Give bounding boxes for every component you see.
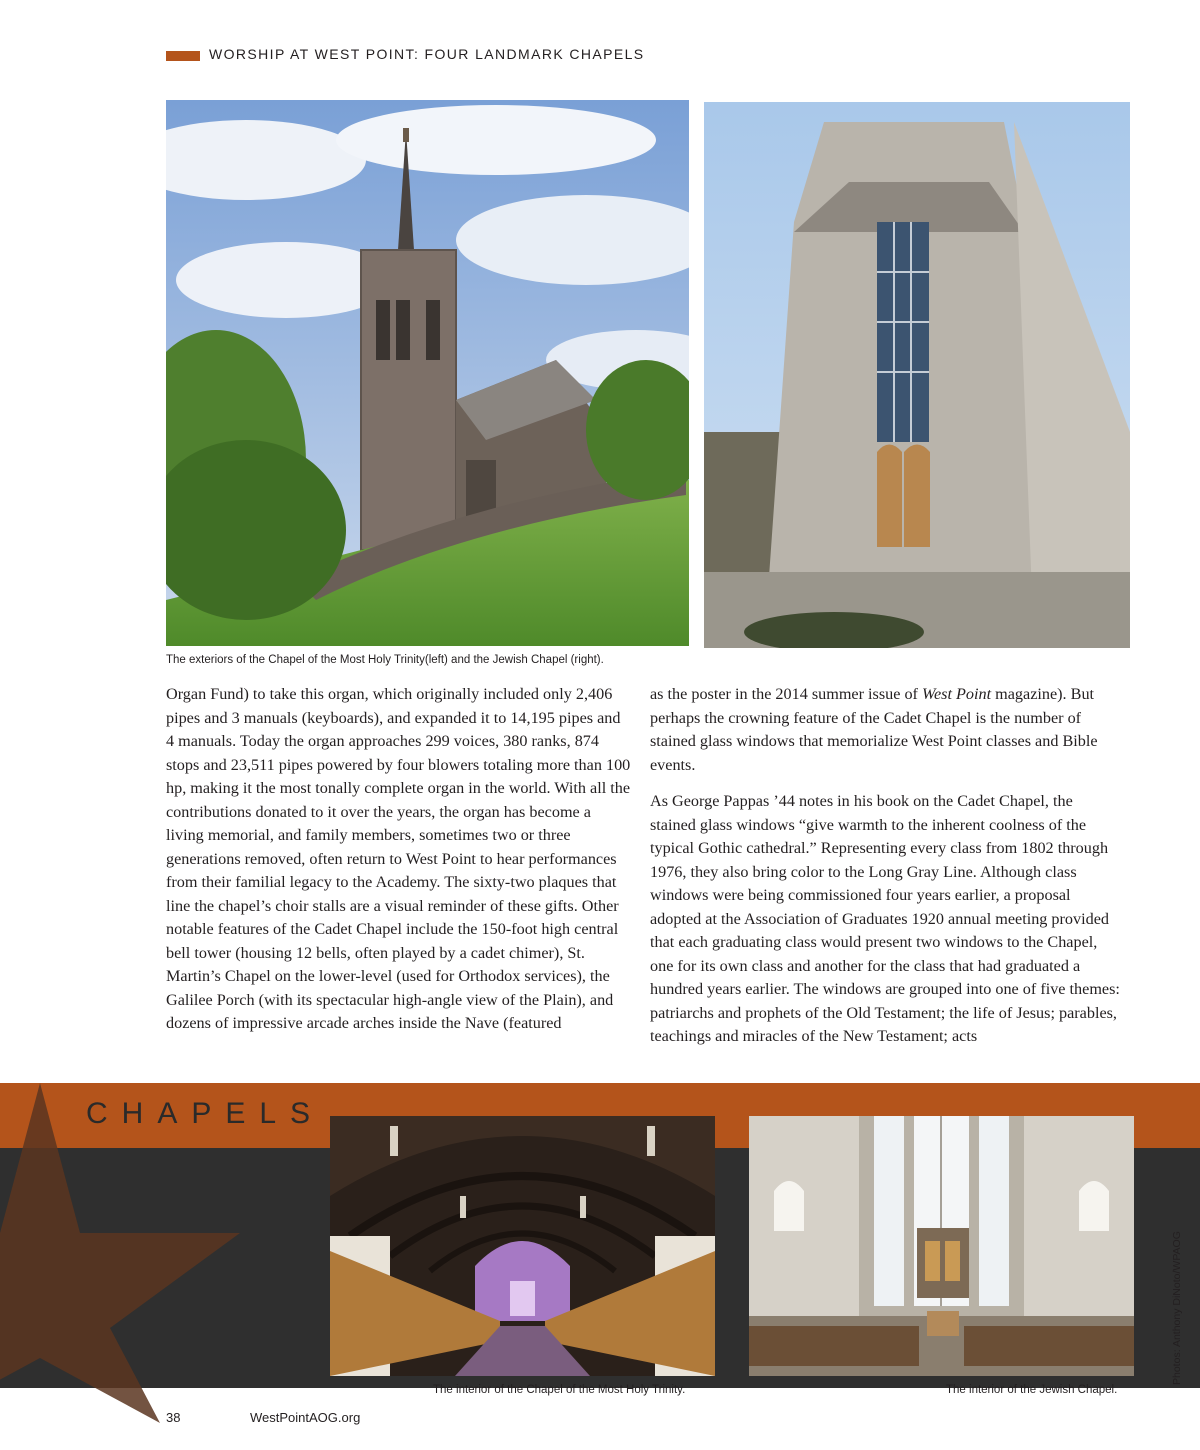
magazine-title: West Point xyxy=(922,685,992,703)
article-paragraph: as the poster in the 2014 summer issue of West Point magazine). But perhaps the crowning feature of the Cadet Chapel is the number of stained glass windows that memorialize West Point classes and Bible events. xyxy=(650,685,1098,774)
article-paragraph: As George Pappas ’44 notes in his book on the Cadet Chapel, the stained glass windows “give warmth to the inherent coolness of the typical Gothic cathedral.” Representing every class from 1802 through 1976, they also bring color to the Long Gray Line. Although class windows were being commissioned four years earlier, a proposal adopted at the Association of Graduates 1920 annual meeting provided that each graduating class would present two windows to the Chapel, one for its own class and another for the class that had graduated a hundred years earlier. The windows are grouped into one of five themes: patriarchs and prophets of the Old Testament; the life of Jesus; parables, teachings and miracles of the New Testament; acts xyxy=(650,792,1120,1045)
running-header: WORSHIP AT WEST POINT: FOUR LANDMARK CHAPELS xyxy=(209,46,645,62)
jewish-interior-caption: The interior of the Jewish Chapel. xyxy=(946,1384,1118,1396)
trinity-interior-caption: The interior of the Chapel of the Most Holy Trinity. xyxy=(433,1384,686,1396)
star-icon xyxy=(0,1083,300,1423)
section-label: CHAPELS xyxy=(86,1097,325,1130)
article-paragraph: Organ Fund) to take this organ, which originally included only 2,406 pipes and 3 manuals (keyboards), and expanded it to 14,195 pipes and 4 manuals. Today the organ approaches 299 voices, 380 ranks, 874 stops and 23,511 pipes powered by four blowers totaling more than 100 hp, making it the most tonally complete organ in the world. With all the contributions donated to it over the years, the organ has become a living memorial, and family members, sometimes two or three generations removed, often return to West Point to hear performances from their familial legacy to the Academy. The sixty-two plaques that line the chapel’s choir stalls are a visual reminder of these gifts. Other notable features of the Cadet Chapel include the 150-foot high central bell tower (housing 12 bells, often played by a cadet chimer), St. Martin’s Chapel on the lower-level (used for Orthodox services), the Galilee Porch (with its spectacular high-angle view of the Plain), and dozens of impressive arcade arches inside the Nave (featured xyxy=(166,685,631,1032)
jewish-chapel-exterior-photo xyxy=(704,102,1130,648)
top-photos-caption: The exteriors of the Chapel of the Most Holy Trinity(left) and the Jewish Chapel (right). xyxy=(166,654,604,666)
header-accent-bar xyxy=(166,51,200,61)
article-column-right xyxy=(650,683,1122,1049)
trinity-chapel-interior-photo xyxy=(330,1116,715,1376)
trinity-chapel-exterior-photo xyxy=(166,100,689,646)
article-column-left xyxy=(166,683,632,1036)
footer-website: WestPointAOG.org xyxy=(250,1410,361,1425)
photo-credit: Photos: Anthony DiNoto/WPAOG xyxy=(1171,1231,1183,1385)
jewish-chapel-interior-photo xyxy=(749,1116,1134,1376)
page-number: 38 xyxy=(166,1410,181,1425)
